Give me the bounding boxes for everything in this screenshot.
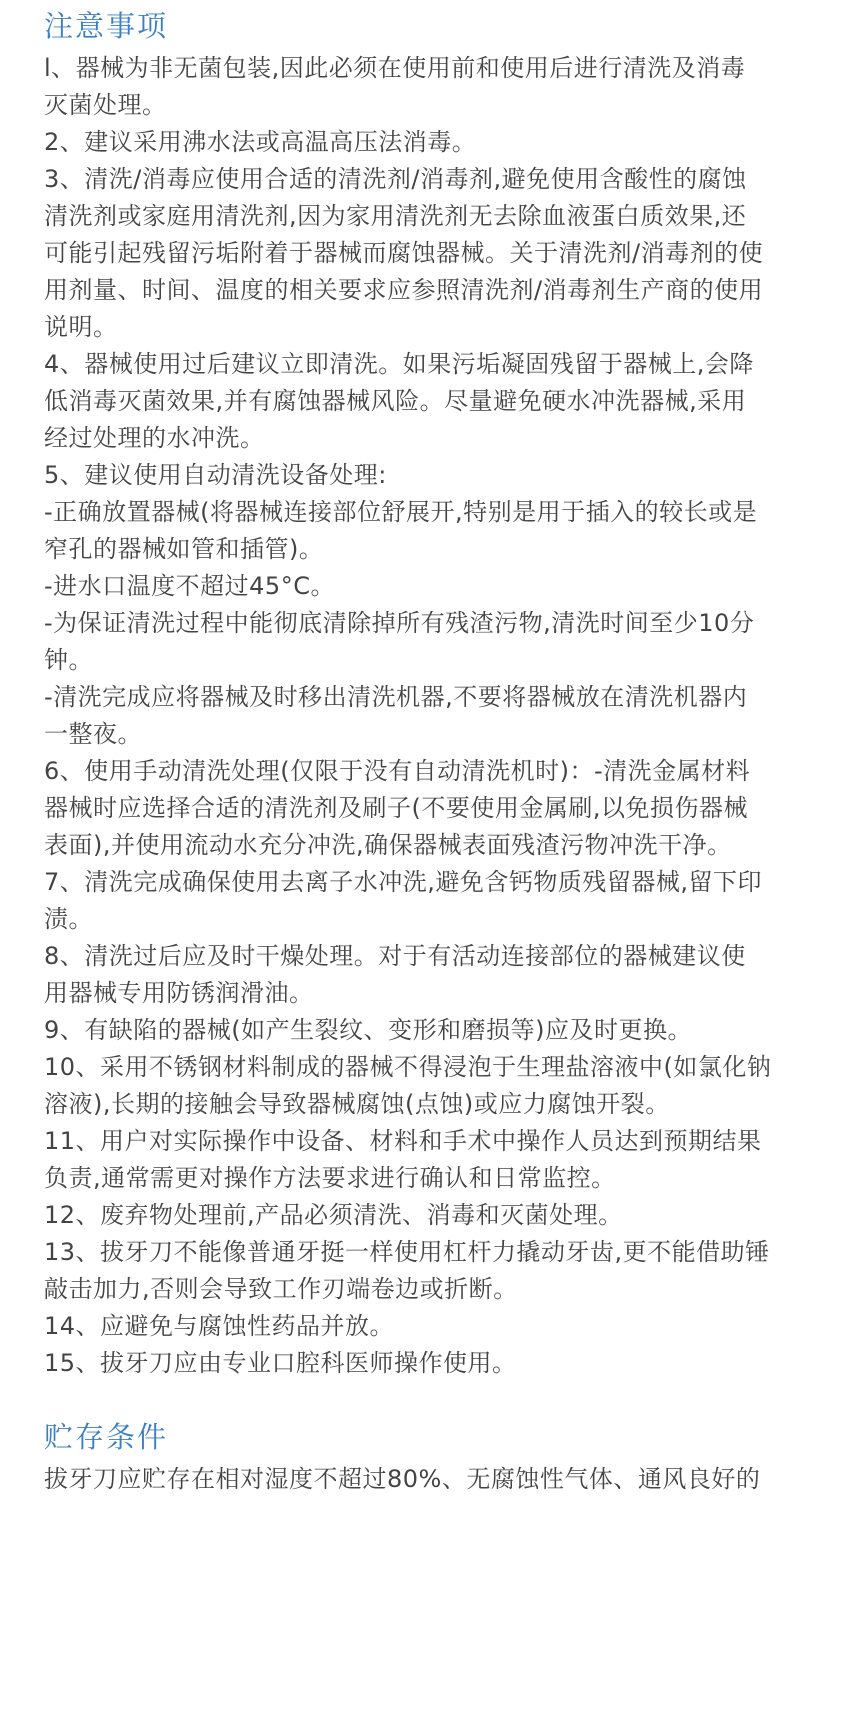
paragraph <box>44 864 844 938</box>
paragraph-line: 14、应避免与腐蚀性药品并放。 <box>44 1312 395 1340</box>
paragraph <box>44 1234 844 1308</box>
paragraph <box>44 346 844 457</box>
paragraph-line: 溶液),长期的接触会导致器械腐蚀(点蚀)或应力腐蚀开裂。 <box>44 1090 670 1118</box>
paragraph <box>44 1461 844 1498</box>
section-title: 注意事项 <box>44 9 169 43</box>
paragraph <box>44 1308 844 1345</box>
paragraph <box>44 1123 844 1197</box>
paragraph-line: 8、清洗过后应及时干燥处理。对于有活动连接部位的器械建议使 <box>44 942 746 970</box>
paragraph-line: 6、使用手动清洗处理(仅限于没有自动清洗机时)：-清洗金属材料 <box>44 757 751 785</box>
paragraph <box>44 124 844 161</box>
section-title: 贮存条件 <box>44 1420 169 1454</box>
paragraph-line: -正确放置器械(将器械连接部位舒展开,特别是用于插入的较长或是 <box>44 498 758 526</box>
paragraph <box>44 457 844 494</box>
paragraph-line: 用器械专用防锈润滑油。 <box>44 979 314 1007</box>
paragraph <box>44 50 844 124</box>
paragraph-line: 灭菌处理。 <box>44 91 167 119</box>
paragraph-line: 渍。 <box>44 905 93 933</box>
paragraph-line: 器械时应选择合适的清洗剂及刷子(不要使用金属刷,以免损伤器械 <box>44 794 748 822</box>
document-page <box>44 0 844 1498</box>
paragraph-line: 4、器械使用过后建议立即清洗。如果污垢凝固残留于器械上,会降 <box>44 350 754 378</box>
paragraph-line: 一整夜。 <box>44 720 142 748</box>
paragraph-line: 表面),并使用流动水充分冲洗,确保器械表面残渣污物冲洗干净。 <box>44 831 732 859</box>
paragraph-line: 低消毒灭菌效果,并有腐蚀器械风险。尽量避免硬水冲洗器械,采用 <box>44 387 747 415</box>
paragraph-line: 3、清洗/消毒应使用合适的清洗剂/消毒剂,避免使用含酸性的腐蚀 <box>44 165 747 193</box>
paragraph-line: 11、用户对实际操作中设备、材料和手术中操作人员达到预期结果 <box>44 1127 762 1155</box>
paragraph-line: 经过处理的水冲洗。 <box>44 424 265 452</box>
paragraph <box>44 161 844 346</box>
paragraph-line: 敲击加力,否则会导致工作刃端卷边或折断。 <box>44 1275 518 1303</box>
paragraph <box>44 1197 844 1234</box>
paragraph <box>44 494 844 568</box>
paragraph <box>44 753 844 864</box>
paragraph <box>44 605 844 679</box>
paragraph <box>44 1345 844 1382</box>
paragraph-line: 说明。 <box>44 313 118 341</box>
paragraph-line: 可能引起残留污垢附着于器械而腐蚀器械。关于清洗剂/消毒剂的使 <box>44 239 764 267</box>
paragraph <box>44 1012 844 1049</box>
paragraph-line: 5、建议使用自动清洗设备处理: <box>44 461 387 489</box>
paragraph <box>44 1049 844 1123</box>
paragraph-line: 10、采用不锈钢材料制成的器械不得浸泡于生理盐溶液中(如氯化钠 <box>44 1053 772 1081</box>
paragraph-line: 7、清洗完成确保使用去离子水冲洗,避免含钙物质残留器械,留下印 <box>44 868 763 896</box>
paragraph-line: 15、拔牙刀应由专业口腔科医师操作使用。 <box>44 1349 517 1377</box>
paragraph-line: 9、有缺陷的器械(如产生裂纹、变形和磨损等)应及时更换。 <box>44 1016 692 1044</box>
paragraph-line: 窄孔的器械如管和插管)。 <box>44 535 324 563</box>
paragraph-line: -进水口温度不超过45°C。 <box>44 572 335 600</box>
paragraph-line: 2、建议采用沸水法或高温高压法消毒。 <box>44 128 477 156</box>
paragraph-line: l、器械为非无菌包装,因此必须在使用前和使用后进行清洗及消毒 <box>44 54 746 82</box>
paragraph-line: -清洗完成应将器械及时移出清洗机器,不要将器械放在清洗机器内 <box>44 683 748 711</box>
paragraph-line: 用剂量、时间、温度的相关要求应参照清洗剂/消毒剂生产商的使用 <box>44 276 764 304</box>
paragraph <box>44 568 844 605</box>
paragraph-line: 钟。 <box>44 646 93 674</box>
paragraph-line: 负责,通常需更对操作方法要求进行确认和日常监控。 <box>44 1164 616 1192</box>
paragraph-line: 清洗剂或家庭用清洗剂,因为家用清洗剂无去除血液蛋白质效果,还 <box>44 202 747 230</box>
paragraph-line: 13、拔牙刀不能像普通牙挺一样使用杠杆力撬动牙齿,更不能借助锤 <box>44 1238 770 1266</box>
paragraph <box>44 938 844 1012</box>
paragraph-line: 12、废弃物处理前,产品必须清洗、消毒和灭菌处理。 <box>44 1201 623 1229</box>
paragraph-line: -为保证清洗过程中能彻底清除掉所有残渣污物,清洗时间至少10分 <box>44 609 755 637</box>
paragraph <box>44 679 844 753</box>
paragraph-line: 拔牙刀应贮存在相对湿度不超过80%、无腐蚀性气体、通风良好的 <box>44 1465 761 1493</box>
